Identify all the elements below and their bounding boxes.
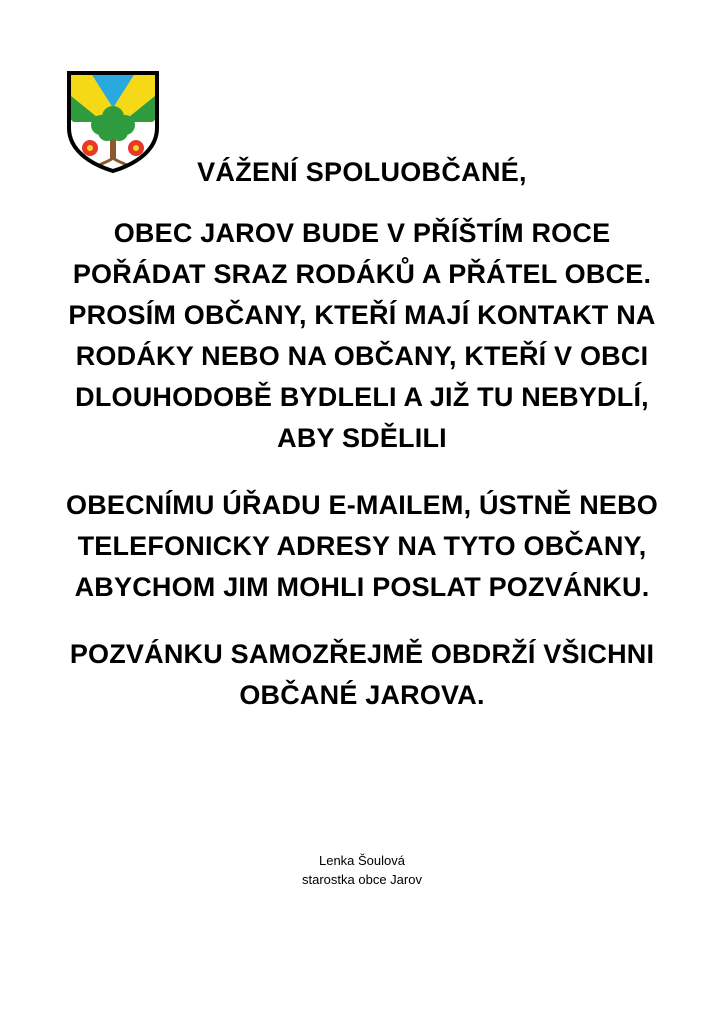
signature-block [62,852,662,890]
announcement-paragraph: OBEC JAROV BUDE V PŘÍŠTÍM ROCE POŘÁDAT SRAZ RODÁKŮ A PŘÁTEL OBCE. PROSÍM OBČANY, KTEŘÍ MAJÍ KONTAKT NA RODÁKY NEBO NA OBČANY, KTEŘÍ V OBCI DLOUHODOBĚ BYDLELI A JIŽ TU NEBYDLÍ, ABY SDĚLILI [68,217,656,454]
announcement-body [62,155,662,716]
signature-role: starostka obce Jarov [302,871,422,887]
announcement-paragraph: POZVÁNKU SAMOZŘEJMĚ OBDRŽÍ VŠICHNI OBČANÉ JAROVA. [69,639,655,711]
signature-name: Lenka Šoulová [318,853,405,868]
announcement-paragraph: OBECNÍMU ÚŘADU E-MAILEM, ÚSTNĚ NEBO TELEFONICKY ADRESY NA TYTO OBČANY, ABYCHOM JIM MOHLI POSLAT POZVÁNKU. [66,490,658,603]
announcement-headline: VÁŽENÍ SPOLUOBČANÉ, [197,157,527,187]
